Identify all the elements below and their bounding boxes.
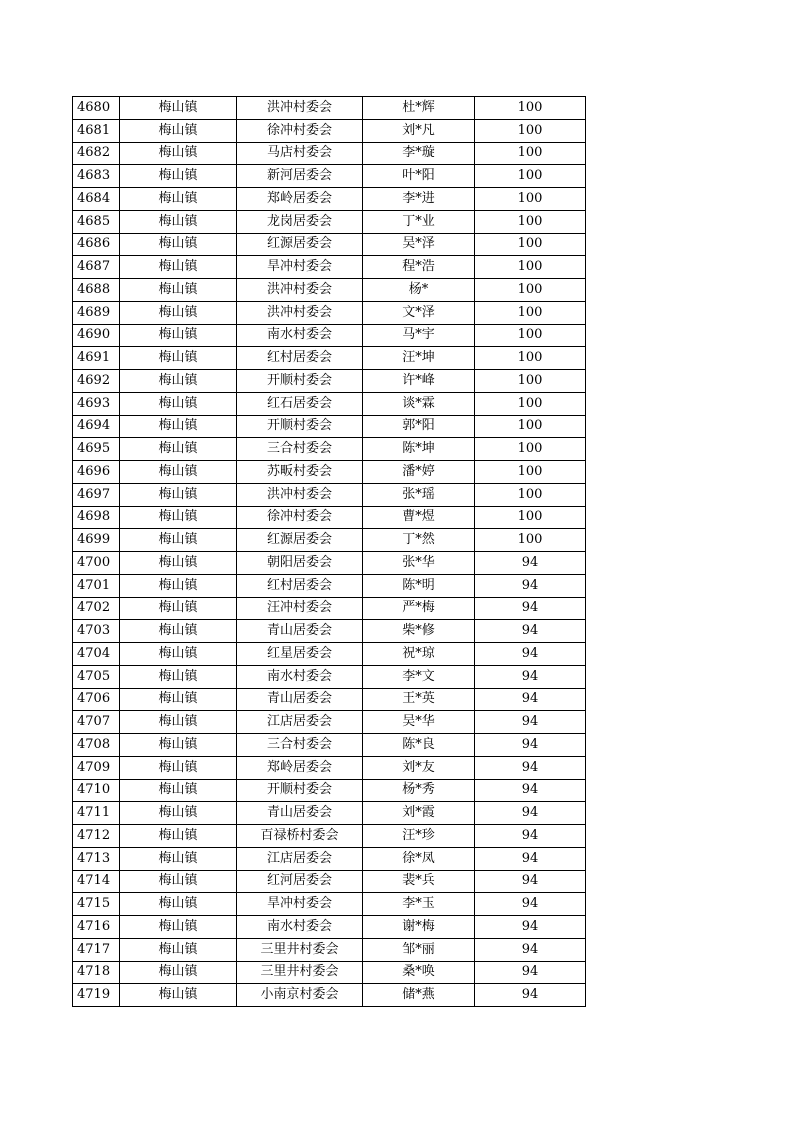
person-name-cell: 李*璇 bbox=[363, 142, 475, 165]
table-row bbox=[73, 188, 586, 211]
row-number-cell: 4717 bbox=[73, 938, 120, 961]
village-committee-cell: 郑岭居委会 bbox=[237, 188, 363, 211]
town-cell: 梅山镇 bbox=[120, 370, 237, 393]
village-committee-cell: 开顺村委会 bbox=[237, 370, 363, 393]
town-cell: 梅山镇 bbox=[120, 119, 237, 142]
amount-cell: 100 bbox=[475, 142, 586, 165]
table-row bbox=[73, 347, 586, 370]
row-number-cell: 4701 bbox=[73, 574, 120, 597]
table-row bbox=[73, 961, 586, 984]
row-number-cell: 4687 bbox=[73, 256, 120, 279]
town-cell: 梅山镇 bbox=[120, 279, 237, 302]
town-cell: 梅山镇 bbox=[120, 256, 237, 279]
table-row bbox=[73, 301, 586, 324]
town-cell: 梅山镇 bbox=[120, 802, 237, 825]
row-number-cell: 4689 bbox=[73, 301, 120, 324]
town-cell: 梅山镇 bbox=[120, 165, 237, 188]
table-row bbox=[73, 847, 586, 870]
row-number-cell: 4681 bbox=[73, 119, 120, 142]
table-row bbox=[73, 802, 586, 825]
person-name-cell: 谈*霖 bbox=[363, 392, 475, 415]
table-row bbox=[73, 529, 586, 552]
row-number-cell: 4694 bbox=[73, 415, 120, 438]
table-row bbox=[73, 324, 586, 347]
row-number-cell: 4699 bbox=[73, 529, 120, 552]
town-cell: 梅山镇 bbox=[120, 597, 237, 620]
town-cell: 梅山镇 bbox=[120, 188, 237, 211]
row-number-cell: 4713 bbox=[73, 847, 120, 870]
table-row bbox=[73, 893, 586, 916]
person-name-cell: 陈*坤 bbox=[363, 438, 475, 461]
amount-cell: 94 bbox=[475, 893, 586, 916]
town-cell: 梅山镇 bbox=[120, 893, 237, 916]
table-row bbox=[73, 734, 586, 757]
town-cell: 梅山镇 bbox=[120, 461, 237, 484]
table-row bbox=[73, 665, 586, 688]
town-cell: 梅山镇 bbox=[120, 415, 237, 438]
town-cell: 梅山镇 bbox=[120, 506, 237, 529]
town-cell: 梅山镇 bbox=[120, 643, 237, 666]
row-number-cell: 4706 bbox=[73, 688, 120, 711]
amount-cell: 94 bbox=[475, 916, 586, 939]
village-committee-cell: 南水村委会 bbox=[237, 324, 363, 347]
village-committee-cell: 江店居委会 bbox=[237, 847, 363, 870]
amount-cell: 100 bbox=[475, 529, 586, 552]
town-cell: 梅山镇 bbox=[120, 392, 237, 415]
person-name-cell: 王*英 bbox=[363, 688, 475, 711]
village-committee-cell: 三里井村委会 bbox=[237, 961, 363, 984]
town-cell: 梅山镇 bbox=[120, 870, 237, 893]
amount-cell: 100 bbox=[475, 279, 586, 302]
row-number-cell: 4707 bbox=[73, 711, 120, 734]
amount-cell: 94 bbox=[475, 665, 586, 688]
town-cell: 梅山镇 bbox=[120, 734, 237, 757]
person-name-cell: 柴*修 bbox=[363, 620, 475, 643]
village-committee-cell: 江店居委会 bbox=[237, 711, 363, 734]
person-name-cell: 陈*良 bbox=[363, 734, 475, 757]
amount-cell: 100 bbox=[475, 233, 586, 256]
village-committee-cell: 开顺村委会 bbox=[237, 415, 363, 438]
table-row bbox=[73, 119, 586, 142]
table-row bbox=[73, 506, 586, 529]
person-name-cell: 李*进 bbox=[363, 188, 475, 211]
table-row bbox=[73, 597, 586, 620]
person-name-cell: 刘*友 bbox=[363, 756, 475, 779]
table-row bbox=[73, 415, 586, 438]
amount-cell: 94 bbox=[475, 711, 586, 734]
amount-cell: 94 bbox=[475, 597, 586, 620]
town-cell: 梅山镇 bbox=[120, 552, 237, 575]
amount-cell: 94 bbox=[475, 847, 586, 870]
row-number-cell: 4688 bbox=[73, 279, 120, 302]
table-row bbox=[73, 643, 586, 666]
town-cell: 梅山镇 bbox=[120, 574, 237, 597]
village-committee-cell: 洪冲村委会 bbox=[237, 301, 363, 324]
person-name-cell: 潘*婷 bbox=[363, 461, 475, 484]
table-row bbox=[73, 552, 586, 575]
table-row bbox=[73, 97, 586, 120]
row-number-cell: 4682 bbox=[73, 142, 120, 165]
amount-cell: 100 bbox=[475, 165, 586, 188]
amount-cell: 100 bbox=[475, 256, 586, 279]
town-cell: 梅山镇 bbox=[120, 665, 237, 688]
row-number-cell: 4684 bbox=[73, 188, 120, 211]
village-committee-cell: 小南京村委会 bbox=[237, 984, 363, 1007]
amount-cell: 100 bbox=[475, 370, 586, 393]
table-row bbox=[73, 461, 586, 484]
village-committee-cell: 青山居委会 bbox=[237, 802, 363, 825]
amount-cell: 100 bbox=[475, 188, 586, 211]
village-committee-cell: 红河居委会 bbox=[237, 870, 363, 893]
person-name-cell: 徐*凤 bbox=[363, 847, 475, 870]
person-name-cell: 文*泽 bbox=[363, 301, 475, 324]
table-row bbox=[73, 142, 586, 165]
row-number-cell: 4715 bbox=[73, 893, 120, 916]
town-cell: 梅山镇 bbox=[120, 620, 237, 643]
person-name-cell: 桑*唤 bbox=[363, 961, 475, 984]
person-name-cell: 杜*辉 bbox=[363, 97, 475, 120]
person-name-cell: 汪*坤 bbox=[363, 347, 475, 370]
person-name-cell: 程*浩 bbox=[363, 256, 475, 279]
amount-cell: 94 bbox=[475, 825, 586, 848]
town-cell: 梅山镇 bbox=[120, 529, 237, 552]
row-number-cell: 4697 bbox=[73, 483, 120, 506]
amount-cell: 94 bbox=[475, 870, 586, 893]
row-number-cell: 4680 bbox=[73, 97, 120, 120]
row-number-cell: 4700 bbox=[73, 552, 120, 575]
person-name-cell: 李*玉 bbox=[363, 893, 475, 916]
row-number-cell: 4686 bbox=[73, 233, 120, 256]
village-committee-cell: 汪冲村委会 bbox=[237, 597, 363, 620]
row-number-cell: 4702 bbox=[73, 597, 120, 620]
town-cell: 梅山镇 bbox=[120, 233, 237, 256]
table-row bbox=[73, 916, 586, 939]
town-cell: 梅山镇 bbox=[120, 825, 237, 848]
row-number-cell: 4683 bbox=[73, 165, 120, 188]
row-number-cell: 4692 bbox=[73, 370, 120, 393]
roster-table-body bbox=[73, 97, 586, 1007]
person-name-cell: 谢*梅 bbox=[363, 916, 475, 939]
village-committee-cell: 红星居委会 bbox=[237, 643, 363, 666]
amount-cell: 100 bbox=[475, 210, 586, 233]
amount-cell: 94 bbox=[475, 734, 586, 757]
row-number-cell: 4712 bbox=[73, 825, 120, 848]
person-name-cell: 刘*霞 bbox=[363, 802, 475, 825]
person-name-cell: 裴*兵 bbox=[363, 870, 475, 893]
amount-cell: 100 bbox=[475, 438, 586, 461]
table-row bbox=[73, 438, 586, 461]
amount-cell: 94 bbox=[475, 574, 586, 597]
row-number-cell: 4708 bbox=[73, 734, 120, 757]
person-name-cell: 严*梅 bbox=[363, 597, 475, 620]
amount-cell: 94 bbox=[475, 688, 586, 711]
row-number-cell: 4704 bbox=[73, 643, 120, 666]
row-number-cell: 4693 bbox=[73, 392, 120, 415]
amount-cell: 100 bbox=[475, 119, 586, 142]
table-row bbox=[73, 756, 586, 779]
amount-cell: 94 bbox=[475, 984, 586, 1007]
amount-cell: 94 bbox=[475, 756, 586, 779]
village-committee-cell: 红源居委会 bbox=[237, 529, 363, 552]
person-name-cell: 邹*丽 bbox=[363, 938, 475, 961]
row-number-cell: 4695 bbox=[73, 438, 120, 461]
amount-cell: 100 bbox=[475, 461, 586, 484]
village-committee-cell: 朝阳居委会 bbox=[237, 552, 363, 575]
town-cell: 梅山镇 bbox=[120, 688, 237, 711]
village-committee-cell: 南水村委会 bbox=[237, 916, 363, 939]
person-name-cell: 吴*华 bbox=[363, 711, 475, 734]
table-row bbox=[73, 392, 586, 415]
table-row bbox=[73, 688, 586, 711]
village-committee-cell: 青山居委会 bbox=[237, 688, 363, 711]
table-row bbox=[73, 233, 586, 256]
village-committee-cell: 徐冲村委会 bbox=[237, 506, 363, 529]
town-cell: 梅山镇 bbox=[120, 847, 237, 870]
person-name-cell: 汪*珍 bbox=[363, 825, 475, 848]
village-committee-cell: 青山居委会 bbox=[237, 620, 363, 643]
village-committee-cell: 红村居委会 bbox=[237, 347, 363, 370]
table-row bbox=[73, 574, 586, 597]
amount-cell: 100 bbox=[475, 415, 586, 438]
row-number-cell: 4710 bbox=[73, 779, 120, 802]
person-name-cell: 张*华 bbox=[363, 552, 475, 575]
amount-cell: 100 bbox=[475, 483, 586, 506]
village-committee-cell: 洪冲村委会 bbox=[237, 97, 363, 120]
person-name-cell: 吴*泽 bbox=[363, 233, 475, 256]
town-cell: 梅山镇 bbox=[120, 938, 237, 961]
village-committee-cell: 南水村委会 bbox=[237, 665, 363, 688]
amount-cell: 94 bbox=[475, 802, 586, 825]
village-committee-cell: 三合村委会 bbox=[237, 734, 363, 757]
table-row bbox=[73, 165, 586, 188]
village-committee-cell: 三合村委会 bbox=[237, 438, 363, 461]
table-row bbox=[73, 370, 586, 393]
amount-cell: 94 bbox=[475, 779, 586, 802]
row-number-cell: 4685 bbox=[73, 210, 120, 233]
amount-cell: 94 bbox=[475, 552, 586, 575]
person-name-cell: 杨* bbox=[363, 279, 475, 302]
table-row bbox=[73, 984, 586, 1007]
town-cell: 梅山镇 bbox=[120, 301, 237, 324]
table-row bbox=[73, 938, 586, 961]
village-committee-cell: 龙岗居委会 bbox=[237, 210, 363, 233]
table-row bbox=[73, 279, 586, 302]
row-number-cell: 4711 bbox=[73, 802, 120, 825]
town-cell: 梅山镇 bbox=[120, 961, 237, 984]
table-row bbox=[73, 256, 586, 279]
village-committee-cell: 旱冲村委会 bbox=[237, 256, 363, 279]
person-name-cell: 丁*业 bbox=[363, 210, 475, 233]
town-cell: 梅山镇 bbox=[120, 483, 237, 506]
amount-cell: 100 bbox=[475, 347, 586, 370]
table-row bbox=[73, 483, 586, 506]
table-row bbox=[73, 711, 586, 734]
village-committee-cell: 苏畈村委会 bbox=[237, 461, 363, 484]
town-cell: 梅山镇 bbox=[120, 97, 237, 120]
row-number-cell: 4705 bbox=[73, 665, 120, 688]
row-number-cell: 4718 bbox=[73, 961, 120, 984]
town-cell: 梅山镇 bbox=[120, 210, 237, 233]
roster-table bbox=[72, 96, 586, 1007]
amount-cell: 94 bbox=[475, 961, 586, 984]
village-committee-cell: 开顺村委会 bbox=[237, 779, 363, 802]
town-cell: 梅山镇 bbox=[120, 438, 237, 461]
person-name-cell: 马*宇 bbox=[363, 324, 475, 347]
village-committee-cell: 百禄桥村委会 bbox=[237, 825, 363, 848]
amount-cell: 100 bbox=[475, 392, 586, 415]
village-committee-cell: 马店村委会 bbox=[237, 142, 363, 165]
person-name-cell: 刘*凡 bbox=[363, 119, 475, 142]
person-name-cell: 郭*阳 bbox=[363, 415, 475, 438]
row-number-cell: 4716 bbox=[73, 916, 120, 939]
row-number-cell: 4696 bbox=[73, 461, 120, 484]
table-row bbox=[73, 870, 586, 893]
table-row bbox=[73, 825, 586, 848]
row-number-cell: 4709 bbox=[73, 756, 120, 779]
table-row bbox=[73, 779, 586, 802]
village-committee-cell: 洪冲村委会 bbox=[237, 279, 363, 302]
village-committee-cell: 郑岭居委会 bbox=[237, 756, 363, 779]
table-row bbox=[73, 620, 586, 643]
row-number-cell: 4691 bbox=[73, 347, 120, 370]
village-committee-cell: 三里井村委会 bbox=[237, 938, 363, 961]
row-number-cell: 4698 bbox=[73, 506, 120, 529]
person-name-cell: 许*峰 bbox=[363, 370, 475, 393]
town-cell: 梅山镇 bbox=[120, 779, 237, 802]
village-committee-cell: 红村居委会 bbox=[237, 574, 363, 597]
amount-cell: 100 bbox=[475, 301, 586, 324]
person-name-cell: 曹*煜 bbox=[363, 506, 475, 529]
village-committee-cell: 新河居委会 bbox=[237, 165, 363, 188]
town-cell: 梅山镇 bbox=[120, 916, 237, 939]
amount-cell: 100 bbox=[475, 324, 586, 347]
row-number-cell: 4714 bbox=[73, 870, 120, 893]
town-cell: 梅山镇 bbox=[120, 756, 237, 779]
row-number-cell: 4719 bbox=[73, 984, 120, 1007]
amount-cell: 100 bbox=[475, 506, 586, 529]
village-committee-cell: 红石居委会 bbox=[237, 392, 363, 415]
village-committee-cell: 旱冲村委会 bbox=[237, 893, 363, 916]
village-committee-cell: 徐冲村委会 bbox=[237, 119, 363, 142]
amount-cell: 100 bbox=[475, 97, 586, 120]
table-row bbox=[73, 210, 586, 233]
person-name-cell: 张*瑶 bbox=[363, 483, 475, 506]
amount-cell: 94 bbox=[475, 938, 586, 961]
row-number-cell: 4690 bbox=[73, 324, 120, 347]
amount-cell: 94 bbox=[475, 620, 586, 643]
town-cell: 梅山镇 bbox=[120, 324, 237, 347]
village-committee-cell: 红源居委会 bbox=[237, 233, 363, 256]
town-cell: 梅山镇 bbox=[120, 142, 237, 165]
person-name-cell: 叶*阳 bbox=[363, 165, 475, 188]
village-committee-cell: 洪冲村委会 bbox=[237, 483, 363, 506]
row-number-cell: 4703 bbox=[73, 620, 120, 643]
town-cell: 梅山镇 bbox=[120, 347, 237, 370]
person-name-cell: 祝*琼 bbox=[363, 643, 475, 666]
person-name-cell: 储*燕 bbox=[363, 984, 475, 1007]
town-cell: 梅山镇 bbox=[120, 711, 237, 734]
amount-cell: 94 bbox=[475, 643, 586, 666]
person-name-cell: 杨*秀 bbox=[363, 779, 475, 802]
person-name-cell: 陈*明 bbox=[363, 574, 475, 597]
person-name-cell: 李*文 bbox=[363, 665, 475, 688]
person-name-cell: 丁*然 bbox=[363, 529, 475, 552]
town-cell: 梅山镇 bbox=[120, 984, 237, 1007]
